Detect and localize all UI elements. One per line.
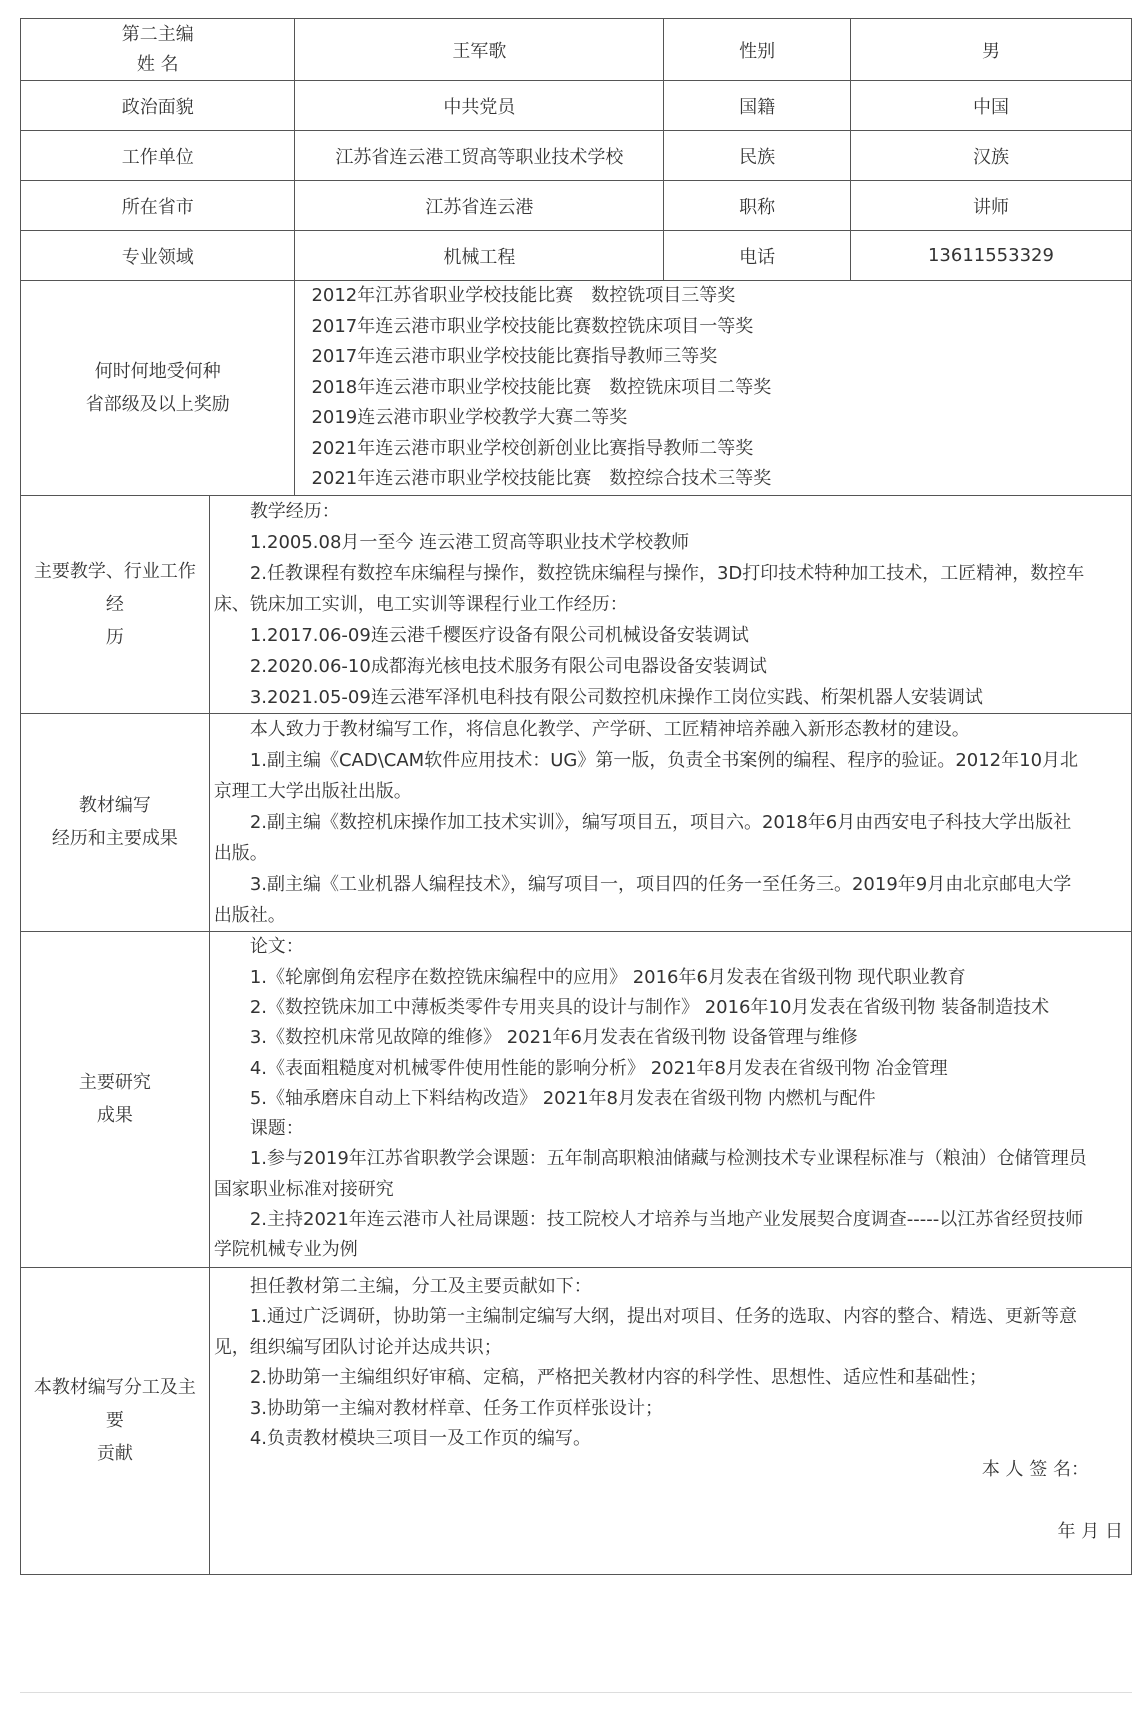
research-label-line2: 成果 — [96, 1105, 133, 1126]
info-value: 机械工程 — [295, 231, 664, 281]
award-item: 2018年连云港市职业学校技能比赛 数控铣床项目二等奖 — [311, 376, 772, 398]
date-label: 年 月 日 — [1057, 1521, 1123, 1542]
textbook-content — [209, 713, 1131, 931]
info-label: 专业领域 — [21, 231, 295, 281]
info-label: 政治面貌 — [21, 81, 295, 131]
experience-label-cell — [21, 495, 210, 713]
contribution-line: 4.负责教材模块三项目一及工作页的编写。 — [249, 1428, 591, 1449]
awards-row — [21, 281, 1132, 496]
textbook-line: 出版。 — [213, 842, 268, 864]
award-item: 2021年连云港市职业学校创新创业比赛指导教师二等奖 — [311, 437, 754, 459]
experience-label-line1: 主要教学、行业工作经 — [33, 560, 196, 615]
research-label-line1: 主要研究 — [78, 1072, 151, 1093]
contribution-line: 见，组织编写团队讨论并达成共识； — [213, 1336, 502, 1358]
info-value: 江苏省连云港工贸高等职业技术学校 — [295, 131, 664, 181]
textbook-line: 3.副主编《工业机器人编程技术》，编写项目一，项目四的任务一至任务三。2019年9月由北京邮电大学 — [249, 873, 1072, 895]
info-label: 工作单位 — [21, 131, 295, 181]
info-label-2: 民族 — [664, 131, 851, 181]
contribution-label-line1: 本教材编写分工及主要 — [33, 1377, 196, 1431]
research-line: 国家职业标准对接研究 — [213, 1178, 394, 1200]
awards-label-line2: 省部级及以上奖励 — [85, 393, 230, 415]
research-row — [21, 931, 1132, 1267]
textbook-line: 出版社。 — [213, 904, 286, 926]
research-line: 论文： — [249, 936, 304, 958]
research-line: 5.《轴承磨床自动上下料结构改造》 2021年8月发表在省级刊物 内燃机与配件 — [249, 1087, 876, 1109]
award-item: 2019连云港市职业学校教学大赛二等奖 — [311, 407, 628, 428]
info-row — [21, 231, 1132, 281]
signature-space — [214, 1485, 1127, 1517]
experience-line: 3.2021.05-09连云港军泽机电科技有限公司数控机床操作工岗位实践、桁架机器人安装调试 — [249, 686, 983, 708]
research-line: 4.《表面粗糙度对机械零件使用性能的影响分析》 2021年8月发表在省级刊物 冶金管理 — [249, 1057, 948, 1079]
textbook-line: 1.副主编《CAD\CAM软件应用技术：UG》第一版，负责全书案例的编程、程序的验证。2012年10月北 — [249, 749, 1079, 771]
name-row — [21, 19, 1132, 81]
info-label-2: 电话 — [664, 231, 851, 281]
info-value-2: 中国 — [850, 81, 1131, 131]
research-line: 2.《数控铣床加工中薄板类零件专用夹具的设计与制作》 2016年10月发表在省级刊物 装备制造技术 — [249, 996, 1050, 1018]
contribution-line: 担任教材第二主编，分工及主要贡献如下： — [249, 1275, 592, 1297]
contribution-line: 1.通过广泛调研，协助第一主编制定编写大纲，提出对项目、任务的选取、内容的整合、精选、更新等意 — [249, 1306, 1077, 1327]
info-value: 中共党员 — [295, 81, 664, 131]
info-label-2: 职称 — [664, 181, 851, 231]
experience-label-line2: 历 — [105, 626, 124, 648]
award-item: 2017年连云港市职业学校技能比赛指导教师三等奖 — [311, 346, 718, 367]
textbook-line: 2.副主编《数控机床操作加工技术实训》，编写项目五，项目六。2018年6月由西安电子科技大学出版社 — [249, 811, 1072, 833]
name-value: 王军歌 — [295, 19, 664, 81]
awards-label-line1: 何时何地受何种 — [94, 360, 221, 382]
signature-label: 本 人 签 名： — [981, 1458, 1089, 1480]
research-content — [209, 931, 1131, 1267]
role-label-cell — [21, 19, 295, 81]
contribution-label-line2: 贡献 — [96, 1443, 133, 1464]
award-item: 2021年连云港市职业学校技能比赛 数控综合技术三等奖 — [311, 468, 772, 489]
research-line: 1.《轮廓倒角宏程序在数控铣床编程中的应用》 2016年6月发表在省级刊物 现代职业教育 — [249, 966, 966, 988]
info-value-2: 汉族 — [850, 131, 1131, 181]
experience-line: 床、铣床加工实训，电工实训等课程行业工作经历： — [213, 593, 628, 615]
experience-row — [21, 495, 1132, 713]
role-label-line2: 姓 名 — [136, 53, 179, 75]
contribution-content — [209, 1267, 1131, 1574]
info-row — [21, 131, 1132, 181]
info-value: 江苏省连云港 — [295, 181, 664, 231]
awards-list — [295, 281, 1132, 496]
textbook-label-cell — [21, 713, 210, 931]
experience-line: 1.2017.06-09连云港千樱医疗设备有限公司机械设备安装调试 — [249, 624, 749, 646]
textbook-label-line2: 经历和主要成果 — [51, 828, 178, 849]
experience-content — [209, 495, 1131, 713]
contribution-line: 2.协助第一主编组织好审稿、定稿，严格把关教材内容的科学性、思想性、适应性和基础性； — [249, 1367, 987, 1388]
experience-line: 1.2005.08月一至今 连云港工贸高等职业技术学校教师 — [249, 531, 690, 553]
contribution-label-cell — [21, 1267, 210, 1574]
gender-label: 性别 — [664, 19, 851, 81]
gender-value: 男 — [850, 19, 1131, 81]
awards-label-cell — [21, 281, 295, 496]
research-line: 1.参与2019年江苏省职教学会课题：五年制高职粮油储藏与检测技术专业课程标准与（粮油）仓储管理员 — [249, 1148, 1087, 1170]
role-label-line1: 第二主编 — [121, 23, 194, 45]
experience-line: 2.任教课程有数控车床编程与操作，数控铣床编程与操作，3D打印技术特种加工技术，工匠精神，数控车 — [249, 562, 1085, 584]
textbook-row — [21, 713, 1132, 931]
info-row — [21, 181, 1132, 231]
research-line: 学院机械专业为例 — [213, 1239, 358, 1261]
research-label-cell — [21, 931, 210, 1267]
info-label-2: 国籍 — [664, 81, 851, 131]
research-line: 课题： — [249, 1118, 304, 1140]
info-value-2: 13611553329 — [850, 231, 1131, 281]
award-item: 2012年江苏省职业学校技能比赛 数控铣项目三等奖 — [311, 285, 736, 306]
page-bottom-rule — [20, 1692, 1132, 1693]
award-item: 2017年连云港市职业学校技能比赛数控铣床项目一等奖 — [311, 315, 754, 337]
textbook-line: 京理工大学出版社出版。 — [213, 780, 412, 802]
info-value-2: 讲师 — [850, 181, 1131, 231]
editor-info-table — [20, 18, 1132, 1575]
info-label: 所在省市 — [21, 181, 295, 231]
info-row — [21, 81, 1132, 131]
research-line: 3.《数控机床常见故障的维修》 2021年6月发表在省级刊物 设备管理与维修 — [249, 1027, 858, 1049]
research-line: 2.主持2021年连云港市人社局课题：技工院校人才培养与当地产业发展契合度调查-----以江苏省经贸技师 — [249, 1209, 1084, 1231]
contribution-line: 3.协助第一主编对教材样章、任务工作页样张设计； — [249, 1397, 663, 1419]
experience-line: 教学经历： — [249, 500, 340, 522]
experience-line: 2.2020.06-10成都海光核电技术服务有限公司电器设备安装调试 — [249, 655, 767, 677]
contribution-row — [21, 1267, 1132, 1574]
textbook-label-line1: 教材编写 — [78, 795, 151, 816]
textbook-line: 本人致力于教材编写工作，将信息化教学、产学研、工匠精神培养融入新形态教材的建设。 — [249, 718, 970, 740]
